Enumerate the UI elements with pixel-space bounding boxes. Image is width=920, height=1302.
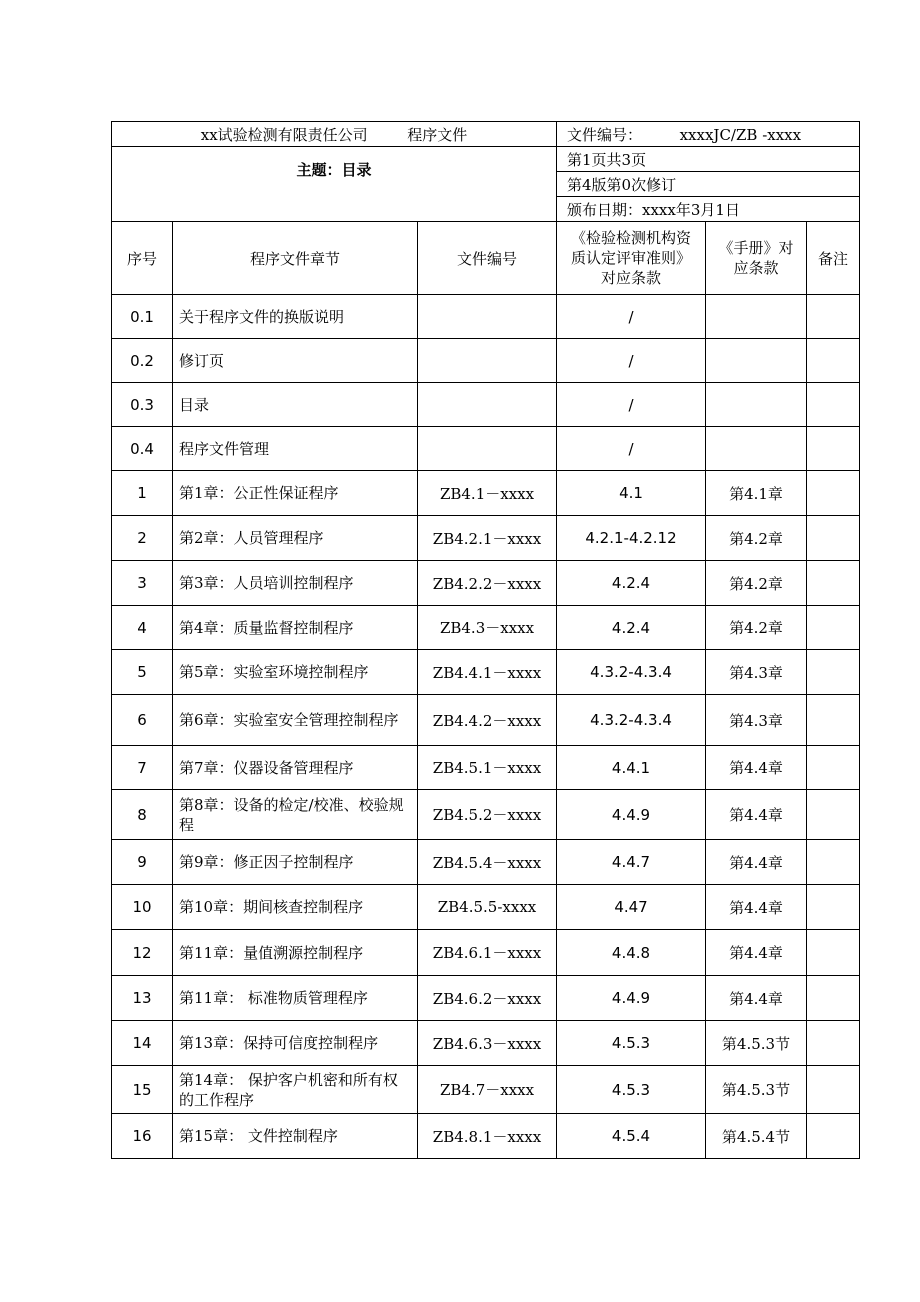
row-chapter: 第7章：仪器设备管理程序 (173, 746, 418, 790)
row-chapter: 修订页 (173, 339, 418, 383)
row-manual: 第4.4章 (706, 840, 807, 885)
row-file-no: ZB4.6.3－xxxx (418, 1021, 557, 1066)
row-chapter: 第2章：人员管理程序 (173, 516, 418, 561)
row-manual: 第4.5.3节 (706, 1021, 807, 1066)
table-row (112, 561, 860, 606)
row-criteria: 4.5.4 (557, 1114, 706, 1159)
table-row (112, 840, 860, 885)
company-cell (112, 122, 557, 147)
row-chapter: 关于程序文件的换版说明 (173, 295, 418, 339)
row-seq: 6 (112, 695, 173, 746)
row-criteria: 4.4.8 (557, 930, 706, 976)
row-criteria: 4.2.1-4.2.12 (557, 516, 706, 561)
row-seq: 0.4 (112, 427, 173, 471)
doc-no-label: 文件编号： (567, 125, 643, 144)
row-remark (807, 427, 860, 471)
row-manual: 第4.3章 (706, 695, 807, 746)
row-remark (807, 383, 860, 427)
row-file-no: ZB4.3－xxxx (418, 606, 557, 650)
row-file-no (418, 339, 557, 383)
row-manual: 第4.2章 (706, 516, 807, 561)
table-row (112, 930, 860, 976)
header-row-2 (112, 147, 860, 172)
table-row (112, 1021, 860, 1066)
row-criteria: 4.4.1 (557, 746, 706, 790)
doc-no-cell (557, 122, 860, 147)
row-remark (807, 746, 860, 790)
row-criteria: 4.4.9 (557, 976, 706, 1021)
header-row-1 (112, 122, 860, 147)
row-criteria: / (557, 295, 706, 339)
doc-type: 程序文件 (407, 125, 468, 144)
row-remark (807, 650, 860, 695)
row-remark (807, 1021, 860, 1066)
doc-no-value: xxxxJC/ZB -xxxx (679, 125, 802, 144)
row-seq: 12 (112, 930, 173, 976)
row-criteria: 4.3.2-4.3.4 (557, 650, 706, 695)
row-seq: 14 (112, 1021, 173, 1066)
row-remark (807, 840, 860, 885)
row-chapter: 程序文件管理 (173, 427, 418, 471)
table-row (112, 1066, 860, 1114)
row-file-no (418, 295, 557, 339)
col-file-no: 文件编号 (418, 222, 557, 295)
row-chapter: 第11章： 标准物质管理程序 (173, 976, 418, 1021)
row-seq: 8 (112, 790, 173, 840)
row-remark (807, 471, 860, 516)
row-criteria: 4.5.3 (557, 1021, 706, 1066)
row-criteria: 4.4.9 (557, 790, 706, 840)
row-chapter: 第9章：修正因子控制程序 (173, 840, 418, 885)
col-chapter: 程序文件章节 (173, 222, 418, 295)
row-seq: 16 (112, 1114, 173, 1159)
row-manual: 第4.1章 (706, 471, 807, 516)
row-file-no: ZB4.5.5-xxxx (418, 885, 557, 930)
row-seq: 5 (112, 650, 173, 695)
row-criteria: / (557, 383, 706, 427)
row-chapter: 第6章：实验室安全管理控制程序 (173, 695, 418, 746)
table-row (112, 790, 860, 840)
column-header-row (112, 222, 860, 295)
row-chapter: 第13章：保持可信度控制程序 (173, 1021, 418, 1066)
row-manual: 第4.2章 (706, 606, 807, 650)
row-file-no: ZB4.5.4－xxxx (418, 840, 557, 885)
row-remark (807, 1114, 860, 1159)
row-remark (807, 606, 860, 650)
row-manual: 第4.5.4节 (706, 1114, 807, 1159)
company-name: xx试验检测有限责任公司 (200, 125, 368, 144)
row-manual (706, 295, 807, 339)
row-seq: 10 (112, 885, 173, 930)
table-row (112, 295, 860, 339)
row-remark (807, 976, 860, 1021)
row-manual: 第4.3章 (706, 650, 807, 695)
row-chapter: 第5章：实验室环境控制程序 (173, 650, 418, 695)
row-file-no: ZB4.8.1－xxxx (418, 1114, 557, 1159)
row-manual: 第4.4章 (706, 790, 807, 840)
col-manual: 《手册》对应条款 (706, 222, 807, 295)
row-remark (807, 885, 860, 930)
table-row (112, 976, 860, 1021)
row-seq: 9 (112, 840, 173, 885)
row-file-no: ZB4.6.2－xxxx (418, 976, 557, 1021)
row-file-no (418, 427, 557, 471)
row-chapter: 第15章： 文件控制程序 (173, 1114, 418, 1159)
row-remark (807, 561, 860, 606)
table-row (112, 885, 860, 930)
row-seq: 7 (112, 746, 173, 790)
row-remark (807, 790, 860, 840)
table-row (112, 1114, 860, 1159)
row-criteria: 4.2.4 (557, 606, 706, 650)
row-file-no (418, 383, 557, 427)
row-manual: 第4.5.3节 (706, 1066, 807, 1114)
row-file-no: ZB4.1－xxxx (418, 471, 557, 516)
row-manual: 第4.2章 (706, 561, 807, 606)
table-row (112, 606, 860, 650)
row-chapter: 第10章：期间核查控制程序 (173, 885, 418, 930)
row-chapter: 第14章： 保护客户机密和所有权的工作程序 (173, 1066, 418, 1114)
row-manual (706, 383, 807, 427)
table-row (112, 339, 860, 383)
row-criteria: 4.1 (557, 471, 706, 516)
row-seq: 15 (112, 1066, 173, 1114)
row-criteria: 4.2.4 (557, 561, 706, 606)
row-file-no: ZB4.2.1－xxxx (418, 516, 557, 561)
row-seq: 1 (112, 471, 173, 516)
row-file-no: ZB4.4.2－xxxx (418, 695, 557, 746)
row-seq: 4 (112, 606, 173, 650)
row-remark (807, 339, 860, 383)
row-chapter: 第8章：设备的检定/校准、校验规程 (173, 790, 418, 840)
row-criteria: 4.47 (557, 885, 706, 930)
row-seq: 0.1 (112, 295, 173, 339)
row-seq: 13 (112, 976, 173, 1021)
row-manual: 第4.4章 (706, 976, 807, 1021)
row-chapter: 目录 (173, 383, 418, 427)
row-criteria: 4.4.7 (557, 840, 706, 885)
row-criteria: / (557, 427, 706, 471)
row-file-no: ZB4.2.2－xxxx (418, 561, 557, 606)
row-seq: 2 (112, 516, 173, 561)
table-row (112, 383, 860, 427)
col-remark: 备注 (807, 222, 860, 295)
table-row (112, 650, 860, 695)
row-manual (706, 427, 807, 471)
row-chapter: 第11章：量值溯源控制程序 (173, 930, 418, 976)
col-seq: 序号 (112, 222, 173, 295)
table-row (112, 695, 860, 746)
row-manual: 第4.4章 (706, 746, 807, 790)
subject-title: 主题：目录 (112, 147, 557, 222)
table-row (112, 516, 860, 561)
row-chapter: 第3章：人员培训控制程序 (173, 561, 418, 606)
page-info: 第1页共3页 (557, 147, 860, 172)
row-seq: 0.2 (112, 339, 173, 383)
table-row (112, 471, 860, 516)
version-info: 第4版第0次修订 (557, 172, 860, 197)
table-row (112, 746, 860, 790)
row-chapter: 第1章：公正性保证程序 (173, 471, 418, 516)
row-manual: 第4.4章 (706, 930, 807, 976)
row-manual: 第4.4章 (706, 885, 807, 930)
row-chapter: 第4章：质量监督控制程序 (173, 606, 418, 650)
row-file-no: ZB4.5.2－xxxx (418, 790, 557, 840)
row-remark (807, 930, 860, 976)
row-file-no: ZB4.5.1－xxxx (418, 746, 557, 790)
row-criteria: 4.5.3 (557, 1066, 706, 1114)
row-manual (706, 339, 807, 383)
row-seq: 3 (112, 561, 173, 606)
row-criteria: 4.3.2-4.3.4 (557, 695, 706, 746)
row-remark (807, 1066, 860, 1114)
row-file-no: ZB4.6.1－xxxx (418, 930, 557, 976)
row-file-no: ZB4.4.1－xxxx (418, 650, 557, 695)
row-remark (807, 516, 860, 561)
row-criteria: / (557, 339, 706, 383)
toc-table (111, 121, 860, 1159)
row-file-no: ZB4.7－xxxx (418, 1066, 557, 1114)
row-seq: 0.3 (112, 383, 173, 427)
issue-date: 颁布日期：xxxx年3月1日 (557, 197, 860, 222)
col-criteria: 《检验检测机构资质认定评审准则》对应条款 (557, 222, 706, 295)
table-row (112, 427, 860, 471)
row-remark (807, 295, 860, 339)
row-remark (807, 695, 860, 746)
